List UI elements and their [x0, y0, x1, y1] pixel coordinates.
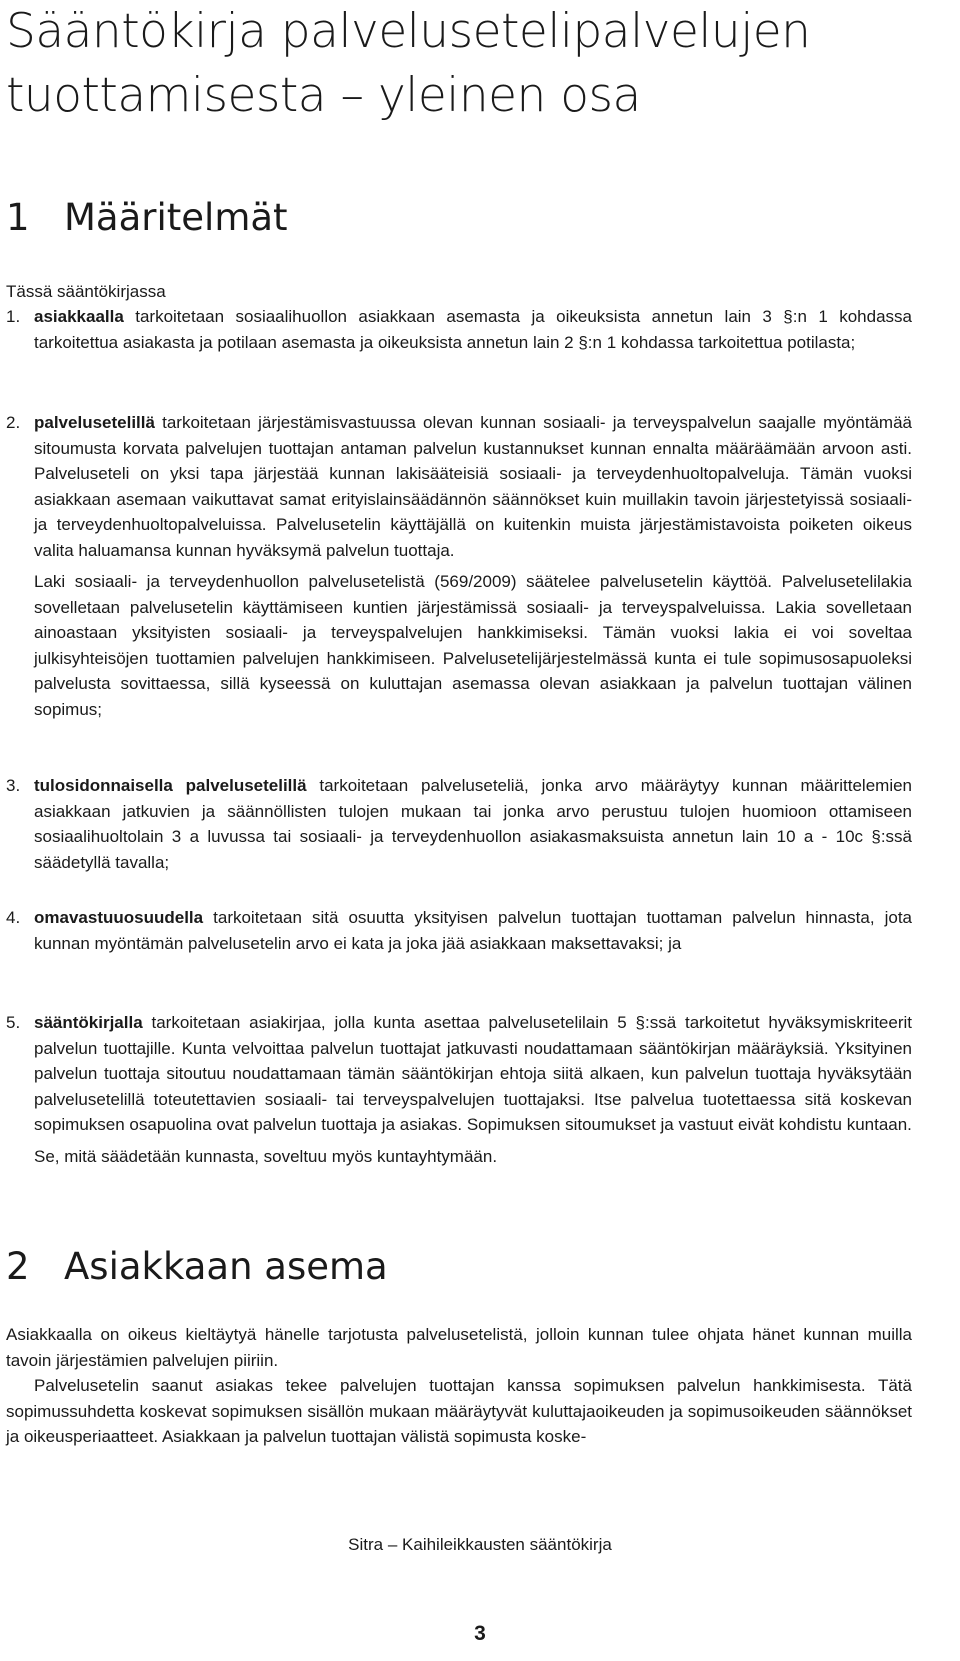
section-heading-2	[6, 1245, 388, 1289]
body-paragraph: Palvelusetelin saanut asiakas tekee palvelujen tuottajan kanssa sopimuksen palvelun hankkimisesta. Tätä sopimussuhdetta koskevat sopimuksen sisällön mukaan määräytyvät kuluttajaoikeuden ja sopimusoikeuden säännökset ja oikeusperiaatteet. Asiakkaan ja palvelun tuottajan välistä sopimusta koske-	[6, 1376, 912, 1446]
item-number: 4.	[6, 908, 21, 927]
defined-term: tulosidonnaisella palvelusetelillä	[34, 776, 307, 795]
defined-term: sääntökirjalla	[34, 1013, 143, 1032]
item-paragraph: Se, mitä säädetään kunnasta, soveltuu myös kuntayhtymään.	[34, 1146, 498, 1166]
item-paragraph: Laki sosiaali- ja terveydenhuollon palvelusetelistä (569/2009) säätelee palvelusetelin käyttöä. Palvelusetelilakia sovelletaan palvelusetelin käyttämiseen kuntien järjestämissä sosiaali- ja terveyspalveluissa. Lakia sovelletaan ainoastaan yksityisten sosiaali- ja terveyspalvelujen hankkimiseksi. Tämän vuoksi lakia ei voi soveltaa julkisyhteisöjen tuottamien palvelujen hankkimiseen. Palvelusetelijärjestelmässä kunta ei tule sopimusosapuoleksi palvelusta sovittaessa, sillä kyseessä on kuluttajan asemassa olevan asiakkaan ja palvelun tuottajan välinen sopimus;	[34, 572, 912, 719]
section-title: Määritelmät	[64, 196, 288, 239]
defined-term: omavastuuosuudella	[34, 908, 204, 927]
item-number: 1.	[6, 307, 21, 326]
item-paragraph: palvelusetelillä tarkoitetaan järjestämisvastuussa olevan kunnan sosiaali- ja terveyspalvelun saajalle myöntämää sitoumusta korvata palvelujen tuottajan antaman palvelun kustannukset kunnan ennalta määräämään arvoon asti. Palveluseteli on yksi tapa järjestää kunnan lakisääteisiä sosiaali- ja terveydenhuoltopalveluja. Tämän vuoksi asiakkaan asemaan vaikuttavat samat erityislainsäädännön säännökset kuin muillakin tavoin järjestetyissä sosiaali- ja terveydenhuoltopalveluissa. Palvelusetelin käyttäjällä on kuitenkin muista järjestämistavoista poiketen oikeus valita haluamansa kunnan hyväksymä palvelun tuottaja.	[34, 413, 912, 560]
definition-item	[6, 1010, 912, 1169]
item-number: 3.	[6, 776, 21, 795]
item-number: 2.	[6, 413, 21, 432]
item-number: 5.	[6, 1013, 21, 1032]
body-paragraph: Asiakkaalla on oikeus kieltäytyä hänelle tarjotusta palvelusetelistä, jolloin kunnan tulee ohjata hänet kunnan muilla tavoin järjestämien palvelujen piiriin.	[6, 1325, 912, 1370]
item-paragraph: asiakkaalla tarkoitetaan sosiaalihuollon asiakkaan asemasta ja oikeuksista annetun lain 3 §:n 1 kohdassa tarkoitettua asiakasta ja potilaan asemasta ja oikeuksista annetun lain 2 §:n 1 kohdassa tarkoitettua potilasta;	[34, 307, 912, 352]
item-paragraph: sääntökirjalla tarkoitetaan asiakirjaa, jolla kunta asettaa palvelusetelilain 5 §:ssä tarkoitetut hyväksymiskriteerit palvelun tuottajille. Kunta velvoittaa palvelun tuottajat jatkuvasti noudattamaan sääntökirjan määräyksiä. Yksityinen palvelun tuottaja sitoutuu noudattamaan tämän sääntökirjan ehtoja siitä alkaen, kun palvelun tuottaja hyväksytään palvelusetelillä toteutettavien sosiaali- tai terveyspalvelujen tuottajaksi. Itse palvelua tuotettaessa sitä koskevan sopimuksen osapuolina ovat palvelun tuottaja ja asiakas. Sopimuksen sitoumukset ja vastuut eivät kohdistu kuntaan.	[34, 1013, 912, 1134]
item-paragraph: omavastuuosuudella tarkoitetaan sitä osuutta yksityisen palvelun tuottajan tuottaman palvelun hinnasta, jota kunnan myöntämän palvelusetelin arvo ei kata ja joka jää asiakkaan maksettavaksi; ja	[34, 908, 912, 953]
definition-item	[6, 773, 912, 875]
definition-item	[6, 304, 912, 355]
running-footer: Sitra – Kaihileikkausten sääntökirja	[348, 1535, 612, 1554]
definition-item	[6, 410, 912, 722]
defined-term: asiakkaalla	[34, 307, 124, 326]
defined-term: palvelusetelillä	[34, 413, 155, 432]
item-paragraph: tulosidonnaisella palvelusetelillä tarkoitetaan palveluseteliä, jonka arvo määräytyy kunnan määrittelemien asiakkaan jatkuvien ja säännöllisten tulojen mukaan tai jonka arvo perustuu tulojen huomioon ottamiseen sosiaalihuoltolain 3 a luvussa tai sosiaali- ja terveydenhuollon asiakasmaksuista annetun lain 10 a - 10c §:ssä säädetyllä tavalla;	[34, 776, 913, 872]
section-number: 1	[6, 196, 30, 239]
page-number: 3	[474, 1622, 486, 1645]
section-heading-1	[6, 196, 288, 240]
intro-text: Tässä sääntökirjassa	[6, 282, 166, 301]
definition-item	[6, 905, 912, 956]
section-number: 2	[6, 1245, 30, 1288]
document-title: Sääntökirja palvelusetelipalvelujen tuottamisesta – yleinen osa	[6, 4, 811, 123]
section-title: Asiakkaan asema	[64, 1245, 388, 1288]
